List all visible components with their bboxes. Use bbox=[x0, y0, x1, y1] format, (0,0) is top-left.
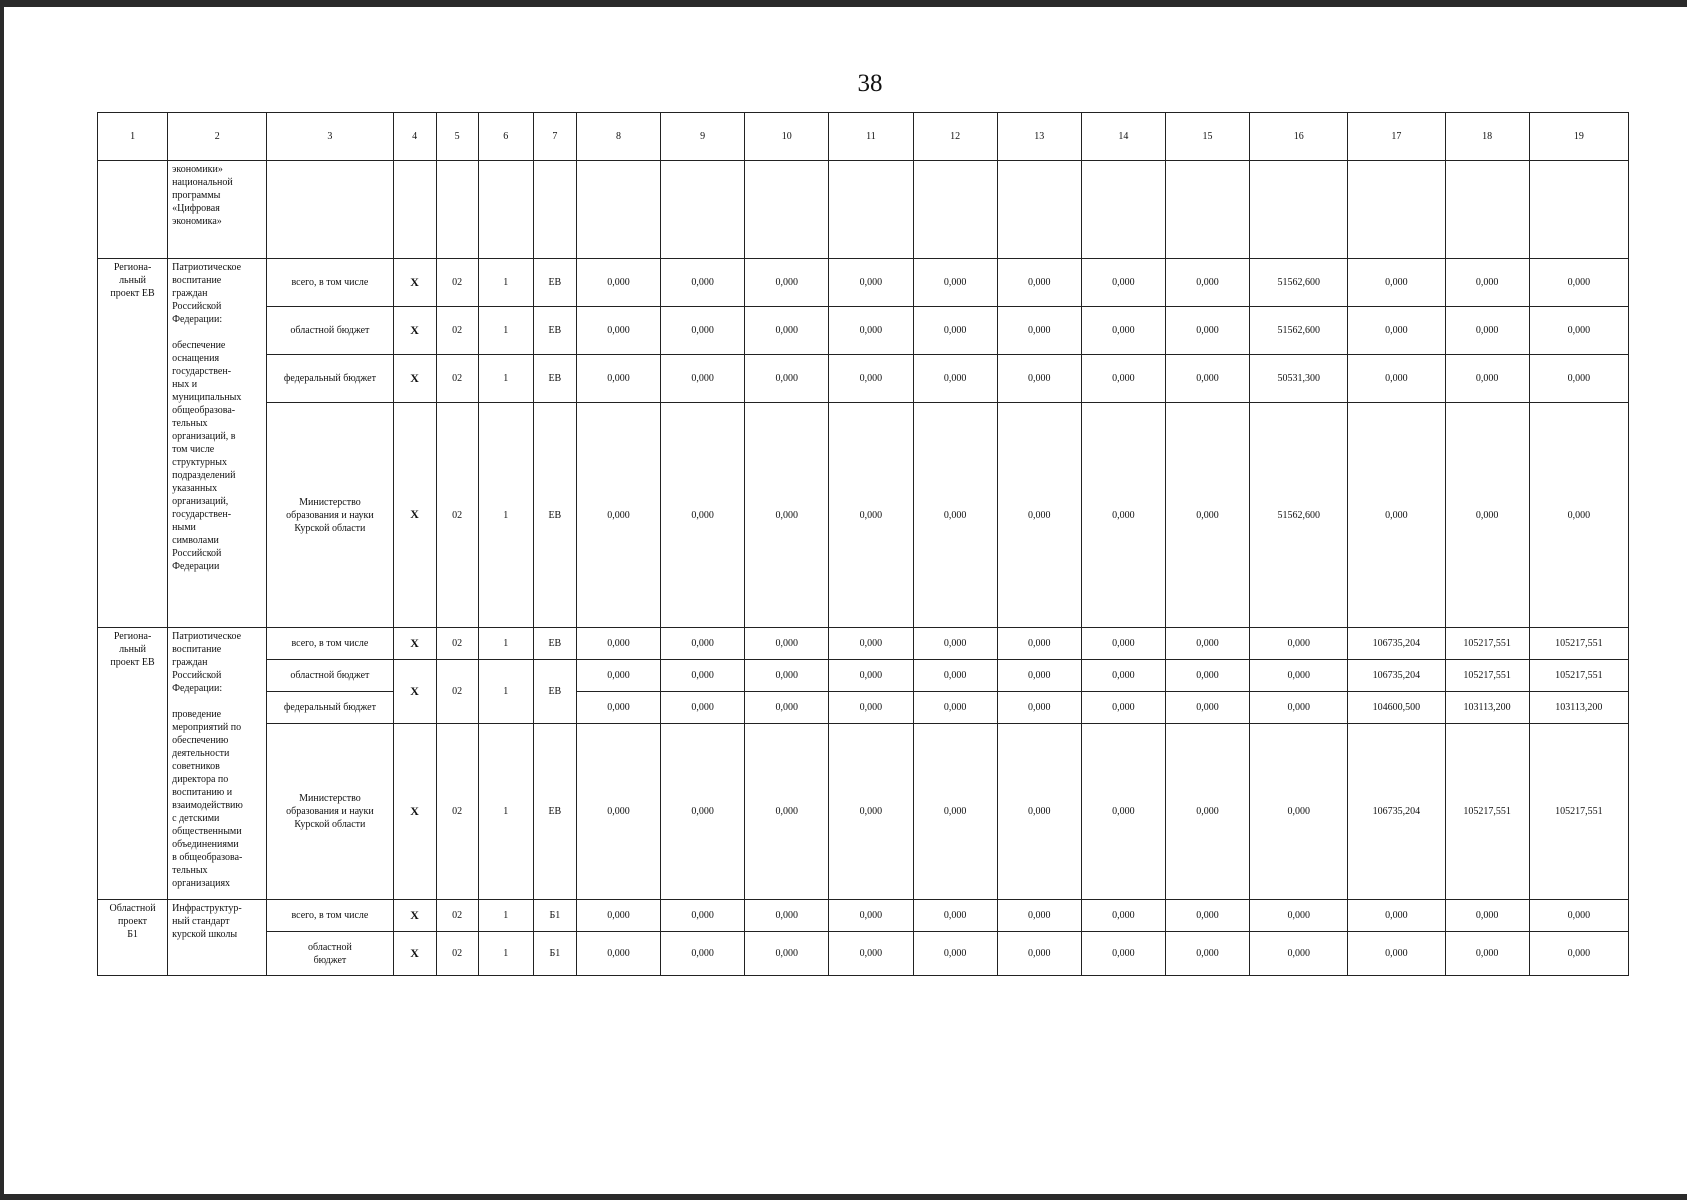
value-cell: 0,000 bbox=[576, 307, 660, 355]
cell bbox=[1445, 161, 1529, 259]
value-cell: 0,000 bbox=[661, 307, 745, 355]
value-cell: 0,000 bbox=[745, 932, 829, 976]
cell bbox=[576, 161, 660, 259]
cell bbox=[661, 161, 745, 259]
value-cell: 106735,204 bbox=[1348, 660, 1445, 692]
code-col7: ЕВ bbox=[533, 403, 576, 628]
cell bbox=[436, 161, 478, 259]
value-cell: 0,000 bbox=[1081, 355, 1165, 403]
table-row bbox=[98, 307, 1629, 355]
funding-source: всего, в том числе bbox=[267, 628, 393, 660]
cell bbox=[393, 161, 436, 259]
value-cell: 0,000 bbox=[1348, 259, 1445, 307]
project-label: Региона- льный проект ЕВ bbox=[98, 628, 168, 900]
funding-source: федеральный бюджет bbox=[267, 692, 393, 724]
column-header: 11 bbox=[829, 113, 913, 161]
value-cell: 0,000 bbox=[913, 692, 997, 724]
value-cell: 0,000 bbox=[913, 900, 997, 932]
code-col5: 02 bbox=[436, 355, 478, 403]
table-row bbox=[98, 259, 1629, 307]
column-header: 1 bbox=[98, 113, 168, 161]
row-name: экономики» национальной программы «Цифровая экономика» bbox=[168, 161, 267, 259]
value-cell: 0,000 bbox=[1081, 403, 1165, 628]
value-cell: 0,000 bbox=[745, 660, 829, 692]
value-cell: 0,000 bbox=[576, 900, 660, 932]
column-header: 16 bbox=[1250, 113, 1348, 161]
value-cell: 0,000 bbox=[661, 355, 745, 403]
code-col6: 1 bbox=[478, 628, 533, 660]
value-cell: 0,000 bbox=[1081, 660, 1165, 692]
code-col5: 02 bbox=[436, 660, 478, 724]
value-cell: 106735,204 bbox=[1348, 628, 1445, 660]
value-cell: 0,000 bbox=[1081, 692, 1165, 724]
column-header: 5 bbox=[436, 113, 478, 161]
value-cell: 0,000 bbox=[1165, 628, 1249, 660]
table-row bbox=[98, 660, 1629, 692]
column-header: 19 bbox=[1529, 113, 1628, 161]
column-header: 10 bbox=[745, 113, 829, 161]
value-cell: 0,000 bbox=[1165, 724, 1249, 900]
project-name: Инфраструктур- ный стандарт курской школы bbox=[168, 900, 267, 976]
value-cell: 0,000 bbox=[661, 692, 745, 724]
code-col5: 02 bbox=[436, 900, 478, 932]
code-col7: ЕВ bbox=[533, 259, 576, 307]
code-col6: 1 bbox=[478, 307, 533, 355]
code-col7: ЕВ bbox=[533, 307, 576, 355]
value-cell: 0,000 bbox=[661, 403, 745, 628]
cell bbox=[1081, 161, 1165, 259]
value-cell: 0,000 bbox=[1165, 355, 1249, 403]
cell bbox=[913, 161, 997, 259]
value-cell: 50531,300 bbox=[1250, 355, 1348, 403]
value-cell: 0,000 bbox=[1445, 403, 1529, 628]
value-cell: 0,000 bbox=[745, 628, 829, 660]
code-col4: X bbox=[393, 900, 436, 932]
value-cell: 105217,551 bbox=[1529, 628, 1628, 660]
value-cell: 0,000 bbox=[1529, 403, 1628, 628]
value-cell: 0,000 bbox=[661, 259, 745, 307]
value-cell: 0,000 bbox=[1081, 932, 1165, 976]
value-cell: 0,000 bbox=[997, 355, 1081, 403]
value-cell: 0,000 bbox=[661, 724, 745, 900]
value-cell: 0,000 bbox=[829, 692, 913, 724]
header-row bbox=[98, 113, 1629, 161]
table-row bbox=[98, 355, 1629, 403]
cell bbox=[533, 161, 576, 259]
code-col4: X bbox=[393, 307, 436, 355]
column-header: 6 bbox=[478, 113, 533, 161]
value-cell: 0,000 bbox=[576, 660, 660, 692]
code-col7: ЕВ bbox=[533, 355, 576, 403]
code-col6: 1 bbox=[478, 724, 533, 900]
cell bbox=[1529, 161, 1628, 259]
value-cell: 0,000 bbox=[1165, 660, 1249, 692]
value-cell: 0,000 bbox=[997, 403, 1081, 628]
code-col5: 02 bbox=[436, 403, 478, 628]
code-col7: ЕВ bbox=[533, 628, 576, 660]
column-header: 17 bbox=[1348, 113, 1445, 161]
column-header: 3 bbox=[267, 113, 393, 161]
value-cell: 0,000 bbox=[913, 660, 997, 692]
value-cell: 51562,600 bbox=[1250, 259, 1348, 307]
value-cell: 0,000 bbox=[997, 724, 1081, 900]
code-col4: X bbox=[393, 403, 436, 628]
value-cell: 0,000 bbox=[997, 660, 1081, 692]
cell bbox=[745, 161, 829, 259]
value-cell: 0,000 bbox=[913, 355, 997, 403]
funding-source: Министерство образования и науки Курской области bbox=[267, 724, 393, 900]
value-cell: 0,000 bbox=[745, 692, 829, 724]
value-cell: 51562,600 bbox=[1250, 307, 1348, 355]
code-col4: X bbox=[393, 259, 436, 307]
code-col5: 02 bbox=[436, 724, 478, 900]
value-cell: 0,000 bbox=[1529, 355, 1628, 403]
value-cell: 105217,551 bbox=[1529, 724, 1628, 900]
value-cell: 0,000 bbox=[1250, 692, 1348, 724]
value-cell: 0,000 bbox=[661, 660, 745, 692]
value-cell: 0,000 bbox=[1445, 900, 1529, 932]
table-row bbox=[98, 932, 1629, 976]
value-cell: 0,000 bbox=[1081, 724, 1165, 900]
value-cell: 0,000 bbox=[829, 724, 913, 900]
value-cell: 0,000 bbox=[1081, 628, 1165, 660]
value-cell: 51562,600 bbox=[1250, 403, 1348, 628]
value-cell: 0,000 bbox=[576, 355, 660, 403]
column-header: 13 bbox=[997, 113, 1081, 161]
value-cell: 0,000 bbox=[1348, 932, 1445, 976]
funding-source: всего, в том числе bbox=[267, 259, 393, 307]
value-cell: 0,000 bbox=[745, 724, 829, 900]
value-cell: 0,000 bbox=[1529, 932, 1628, 976]
table-row bbox=[98, 692, 1629, 724]
value-cell: 0,000 bbox=[913, 403, 997, 628]
value-cell: 104600,500 bbox=[1348, 692, 1445, 724]
value-cell: 0,000 bbox=[1165, 932, 1249, 976]
value-cell: 0,000 bbox=[1529, 307, 1628, 355]
table-row bbox=[98, 628, 1629, 660]
funding-source: федеральный бюджет bbox=[267, 355, 393, 403]
funding-source: областной бюджет bbox=[267, 660, 393, 692]
column-header: 4 bbox=[393, 113, 436, 161]
value-cell: 0,000 bbox=[745, 403, 829, 628]
cell bbox=[267, 161, 393, 259]
value-cell: 0,000 bbox=[1250, 932, 1348, 976]
value-cell: 0,000 bbox=[829, 307, 913, 355]
value-cell: 0,000 bbox=[829, 660, 913, 692]
code-col5: 02 bbox=[436, 932, 478, 976]
value-cell: 105217,551 bbox=[1529, 660, 1628, 692]
value-cell: 0,000 bbox=[1348, 355, 1445, 403]
value-cell: 0,000 bbox=[997, 628, 1081, 660]
value-cell: 0,000 bbox=[1348, 403, 1445, 628]
value-cell: 0,000 bbox=[576, 932, 660, 976]
value-cell: 0,000 bbox=[1348, 307, 1445, 355]
column-header: 15 bbox=[1165, 113, 1249, 161]
code-col6: 1 bbox=[478, 403, 533, 628]
code-col4: X bbox=[393, 628, 436, 660]
cell bbox=[1348, 161, 1445, 259]
cell bbox=[997, 161, 1081, 259]
value-cell: 0,000 bbox=[1165, 403, 1249, 628]
code-col4: X bbox=[393, 355, 436, 403]
page-number: 38 bbox=[857, 70, 883, 97]
value-cell: 0,000 bbox=[745, 259, 829, 307]
value-cell: 105217,551 bbox=[1445, 628, 1529, 660]
code-col6: 1 bbox=[478, 900, 533, 932]
table-row bbox=[98, 403, 1629, 628]
project-name: Патриотическое воспитание граждан Российской Федерации: проведение мероприятий по обеспечению деятельности советников директора по воспитанию и взаимодействию с детскими общественными объединениями в общеобразова- тельных организациях bbox=[168, 628, 267, 900]
code-col6: 1 bbox=[478, 259, 533, 307]
code-col6: 1 bbox=[478, 355, 533, 403]
value-cell: 0,000 bbox=[661, 628, 745, 660]
value-cell: 0,000 bbox=[1250, 724, 1348, 900]
value-cell: 0,000 bbox=[829, 355, 913, 403]
value-cell: 0,000 bbox=[997, 932, 1081, 976]
value-cell: 0,000 bbox=[576, 259, 660, 307]
project-name: Патриотическое воспитание граждан Российской Федерации: обеспечение оснащения государствен- ных и муниципальных общеобразова- тельных организаций, в том числе структурных подразделений указанных организаций, государствен- ными символами Российской Федерации bbox=[168, 259, 267, 628]
table-row bbox=[98, 724, 1629, 900]
value-cell: 0,000 bbox=[745, 900, 829, 932]
cell bbox=[1165, 161, 1249, 259]
column-header: 8 bbox=[576, 113, 660, 161]
column-header: 9 bbox=[661, 113, 745, 161]
code-col7: ЕВ bbox=[533, 724, 576, 900]
table-row bbox=[98, 900, 1629, 932]
column-header: 7 bbox=[533, 113, 576, 161]
cell bbox=[829, 161, 913, 259]
value-cell: 0,000 bbox=[997, 692, 1081, 724]
value-cell: 0,000 bbox=[1081, 307, 1165, 355]
value-cell: 0,000 bbox=[1165, 307, 1249, 355]
value-cell: 0,000 bbox=[661, 900, 745, 932]
value-cell: 0,000 bbox=[829, 900, 913, 932]
value-cell: 0,000 bbox=[913, 307, 997, 355]
code-col4: X bbox=[393, 932, 436, 976]
code-col6: 1 bbox=[478, 932, 533, 976]
column-header: 18 bbox=[1445, 113, 1529, 161]
code-col7: Б1 bbox=[533, 900, 576, 932]
column-header: 2 bbox=[168, 113, 267, 161]
cell bbox=[478, 161, 533, 259]
code-col7: Б1 bbox=[533, 932, 576, 976]
value-cell: 0,000 bbox=[913, 932, 997, 976]
value-cell: 0,000 bbox=[1165, 692, 1249, 724]
code-col6: 1 bbox=[478, 660, 533, 724]
value-cell: 0,000 bbox=[829, 932, 913, 976]
funding-source: Министерство образования и науки Курской области bbox=[267, 403, 393, 628]
value-cell: 0,000 bbox=[1250, 628, 1348, 660]
value-cell: 0,000 bbox=[1445, 932, 1529, 976]
value-cell: 0,000 bbox=[1250, 900, 1348, 932]
value-cell: 0,000 bbox=[997, 259, 1081, 307]
value-cell: 0,000 bbox=[576, 692, 660, 724]
value-cell: 0,000 bbox=[997, 900, 1081, 932]
value-cell: 103113,200 bbox=[1529, 692, 1628, 724]
code-col5: 02 bbox=[436, 259, 478, 307]
funding-source: всего, в том числе bbox=[267, 900, 393, 932]
value-cell: 0,000 bbox=[1529, 259, 1628, 307]
funding-source: областной бюджет bbox=[267, 932, 393, 976]
value-cell: 0,000 bbox=[829, 628, 913, 660]
value-cell: 105217,551 bbox=[1445, 660, 1529, 692]
value-cell: 0,000 bbox=[1529, 900, 1628, 932]
value-cell: 0,000 bbox=[913, 724, 997, 900]
code-col7: ЕВ bbox=[533, 660, 576, 724]
column-header: 14 bbox=[1081, 113, 1165, 161]
table-row bbox=[98, 161, 1629, 259]
value-cell: 0,000 bbox=[576, 628, 660, 660]
value-cell: 0,000 bbox=[1445, 355, 1529, 403]
code-col4: X bbox=[393, 660, 436, 724]
value-cell: 105217,551 bbox=[1445, 724, 1529, 900]
value-cell: 0,000 bbox=[913, 259, 997, 307]
value-cell: 0,000 bbox=[1081, 259, 1165, 307]
value-cell: 0,000 bbox=[1348, 900, 1445, 932]
value-cell: 0,000 bbox=[745, 355, 829, 403]
project-label: Региона- льный проект ЕВ bbox=[98, 259, 168, 628]
table-body bbox=[98, 113, 1629, 976]
cell bbox=[98, 161, 168, 259]
funding-source: областной бюджет bbox=[267, 307, 393, 355]
value-cell: 106735,204 bbox=[1348, 724, 1445, 900]
value-cell: 0,000 bbox=[1250, 660, 1348, 692]
value-cell: 0,000 bbox=[661, 932, 745, 976]
code-col4: X bbox=[393, 724, 436, 900]
value-cell: 0,000 bbox=[576, 403, 660, 628]
project-label: Областной проект Б1 bbox=[98, 900, 168, 976]
budget-table bbox=[97, 112, 1629, 976]
value-cell: 0,000 bbox=[997, 307, 1081, 355]
value-cell: 0,000 bbox=[576, 724, 660, 900]
value-cell: 0,000 bbox=[1081, 900, 1165, 932]
value-cell: 0,000 bbox=[1445, 259, 1529, 307]
value-cell: 0,000 bbox=[829, 259, 913, 307]
column-header: 12 bbox=[913, 113, 997, 161]
code-col5: 02 bbox=[436, 307, 478, 355]
value-cell: 0,000 bbox=[1445, 307, 1529, 355]
value-cell: 0,000 bbox=[1165, 259, 1249, 307]
value-cell: 0,000 bbox=[1165, 900, 1249, 932]
value-cell: 0,000 bbox=[745, 307, 829, 355]
code-col5: 02 bbox=[436, 628, 478, 660]
cell bbox=[1250, 161, 1348, 259]
value-cell: 103113,200 bbox=[1445, 692, 1529, 724]
value-cell: 0,000 bbox=[913, 628, 997, 660]
value-cell: 0,000 bbox=[829, 403, 913, 628]
